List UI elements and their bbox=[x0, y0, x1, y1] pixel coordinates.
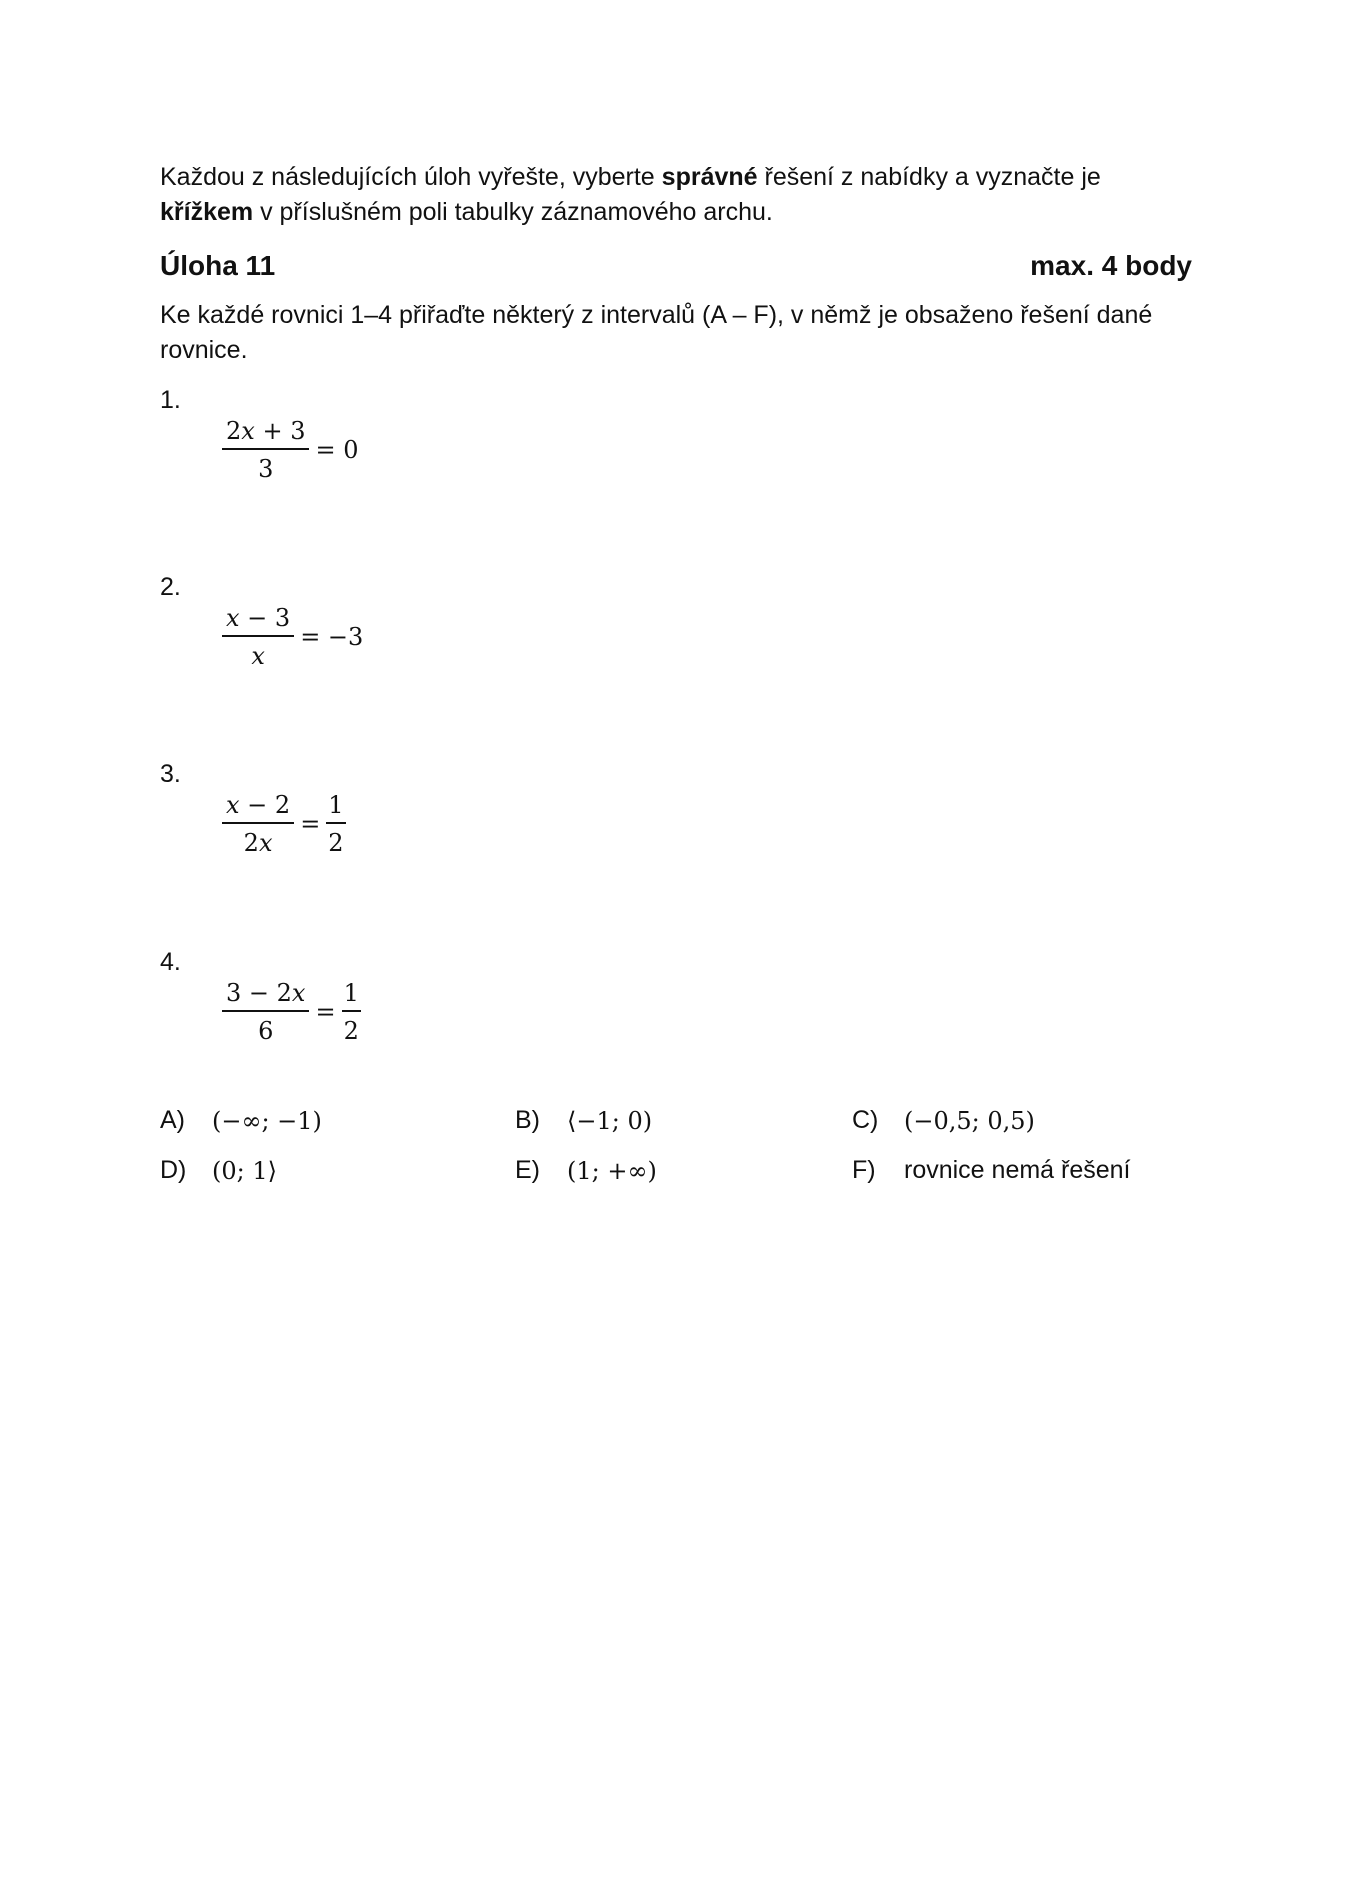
option-a bbox=[160, 1106, 322, 1135]
option-f bbox=[852, 1156, 1131, 1185]
task-points: max. 4 body bbox=[1030, 250, 1192, 281]
fraction-denominator: 2x bbox=[243, 829, 273, 857]
page-content bbox=[160, 160, 1192, 368]
equation-rhs: = −3 bbox=[300, 623, 364, 651]
rhs-fraction bbox=[342, 979, 361, 1045]
equation-number: 3. bbox=[160, 760, 181, 788]
fraction-denominator: 3 bbox=[258, 455, 274, 483]
equals-sign: = bbox=[315, 998, 336, 1026]
fraction-numerator: x − 3 bbox=[222, 604, 294, 637]
option-b bbox=[515, 1106, 652, 1135]
equation-4 bbox=[222, 979, 361, 1045]
variable-x: x bbox=[226, 604, 240, 632]
equation-2 bbox=[222, 604, 369, 670]
task-header bbox=[160, 250, 1192, 282]
fraction-numerator: 3 − 2x bbox=[222, 979, 309, 1012]
option-label: C) bbox=[852, 1106, 879, 1134]
option-value: rovnice nemá řešení bbox=[904, 1156, 1131, 1184]
instructions-emphasis-correct: správné bbox=[661, 163, 758, 191]
instructions-text: řešení z nabídky a vyznačte je bbox=[757, 163, 1101, 191]
instructions-emphasis-cross: křížkem bbox=[160, 198, 254, 226]
fraction-denominator: 6 bbox=[258, 1017, 274, 1045]
equation-number: 2. bbox=[160, 573, 181, 601]
rhs-fraction bbox=[326, 791, 345, 857]
variable-x: x bbox=[258, 829, 273, 857]
option-label: E) bbox=[515, 1156, 540, 1184]
option-label: A) bbox=[160, 1106, 185, 1134]
task-description: Ke každé rovnici 1–4 přiřaďte některý z intervalů (A – F), v němž je obsaženo řešení dané rovnice. bbox=[160, 301, 1153, 364]
option-d bbox=[160, 1156, 277, 1185]
instructions bbox=[160, 160, 1192, 230]
equation-number: 1. bbox=[160, 386, 181, 414]
fraction-numerator: 1 bbox=[326, 791, 345, 824]
variable-x: x bbox=[291, 979, 306, 1007]
fraction-numerator: 1 bbox=[342, 979, 361, 1012]
option-value: (−∞; −1) bbox=[212, 1106, 322, 1135]
equation-rhs: = 0 bbox=[315, 436, 359, 464]
equation-3 bbox=[222, 791, 346, 857]
fraction-numerator: x − 2 bbox=[222, 791, 294, 824]
option-c bbox=[852, 1106, 1035, 1135]
variable-x: x bbox=[241, 417, 255, 445]
variable-x: x bbox=[226, 791, 240, 819]
instructions-text: Každou z následujících úloh vyřešte, vyberte bbox=[160, 163, 662, 191]
option-value: (0; 1⟩ bbox=[212, 1156, 277, 1185]
option-value: (1; +∞) bbox=[567, 1156, 657, 1185]
option-label: B) bbox=[515, 1106, 540, 1134]
equation-fraction bbox=[222, 417, 309, 483]
equation-fraction bbox=[222, 791, 294, 857]
option-value: ⟨−1; 0) bbox=[567, 1106, 653, 1135]
option-label: D) bbox=[160, 1156, 187, 1184]
option-value: (−0,5; 0,5) bbox=[904, 1106, 1035, 1135]
instructions-text: v příslušném poli tabulky záznamového archu. bbox=[253, 198, 773, 226]
equation-1 bbox=[222, 417, 364, 483]
equation-fraction bbox=[222, 979, 309, 1045]
equation-fraction bbox=[222, 604, 294, 670]
equation-number: 4. bbox=[160, 948, 181, 976]
fraction-numerator: 2x + 3 bbox=[222, 417, 309, 450]
option-e bbox=[515, 1156, 657, 1185]
fraction-denominator: 2 bbox=[328, 829, 344, 857]
task-title: Úloha 11 bbox=[160, 250, 276, 281]
fraction-denominator: 2 bbox=[343, 1017, 359, 1045]
variable-x: x bbox=[251, 642, 265, 670]
option-label: F) bbox=[852, 1156, 876, 1184]
equals-sign: = bbox=[300, 810, 321, 838]
fraction-denominator bbox=[247, 637, 269, 670]
